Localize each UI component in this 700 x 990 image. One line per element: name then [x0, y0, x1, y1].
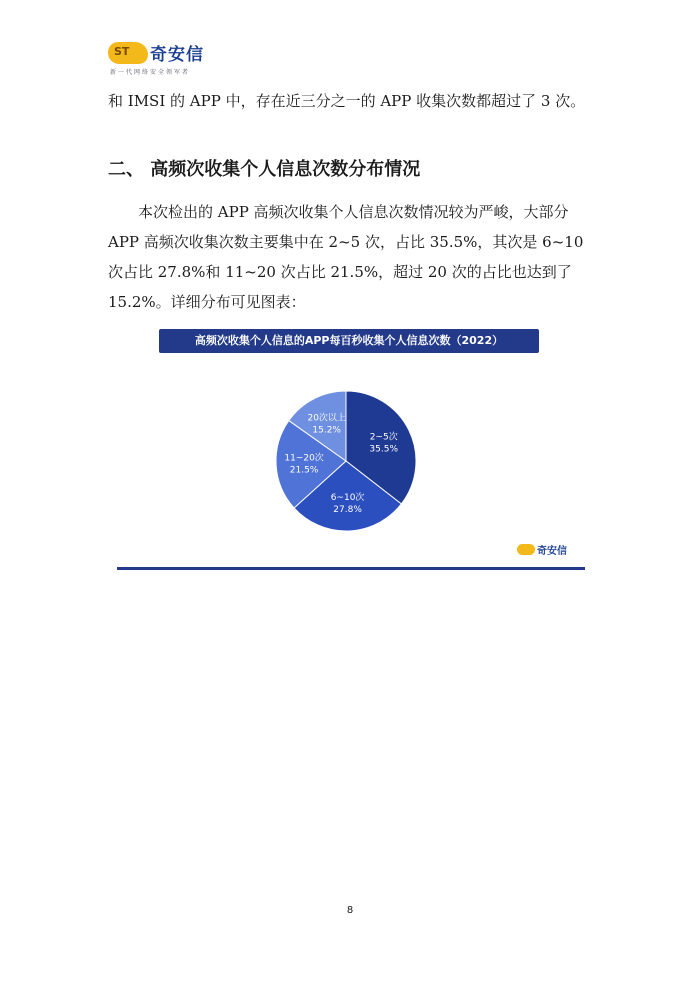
pie-slice-value-4: 15.2%	[312, 425, 341, 436]
pie-chart	[117, 320, 585, 572]
figure-bottom-rule	[117, 567, 585, 570]
chart-title: 高频次收集个人信息的APP每百秒收集个人信息次数（2022）	[194, 334, 504, 347]
pie-slice-label-1: 2~5次	[369, 432, 398, 443]
brand-name: 奇安信	[150, 45, 204, 65]
paragraph-distribution: 本次检出的 APP 高频次收集个人信息次数情况较为严峻，大部分 APP 高频次收集次数主要集中在 2~5 次，占比 35.5%，其次是 6~10 次占比 27.8%和 11~20 次占比 21.5%，超过 20 次的占比也达到了 15.2%。详细分布可见图表：	[108, 203, 584, 311]
pie-slice-value-1: 35.5%	[369, 444, 399, 455]
figure-logo-mark	[517, 544, 535, 555]
figure-logo	[517, 542, 587, 558]
page-number: 8	[346, 905, 354, 916]
logo-mark-text: ST	[114, 45, 130, 58]
figure-logo-name: 奇安信	[537, 546, 567, 557]
chart-figure	[117, 320, 585, 572]
pie-slice-label-3: 11~20次	[284, 453, 324, 464]
section-heading: 二、 高频次收集个人信息次数分布情况	[108, 159, 421, 180]
qianxin-logo	[108, 40, 218, 78]
paragraph-intro: 和 IMSI 的 APP 中，存在近三分之一的 APP 收集次数都超过了 3 次。	[108, 92, 586, 110]
pie-slice-label-4: 20次以上	[307, 413, 346, 424]
logo-mark	[108, 42, 148, 64]
pie-slice-label-2: 6~10次	[330, 492, 365, 503]
pie-slice-value-2: 27.8%	[333, 504, 362, 515]
brand-tagline: 新一代网络安全领军者	[110, 69, 191, 76]
pie-slice-value-3: 21.5%	[289, 465, 319, 476]
